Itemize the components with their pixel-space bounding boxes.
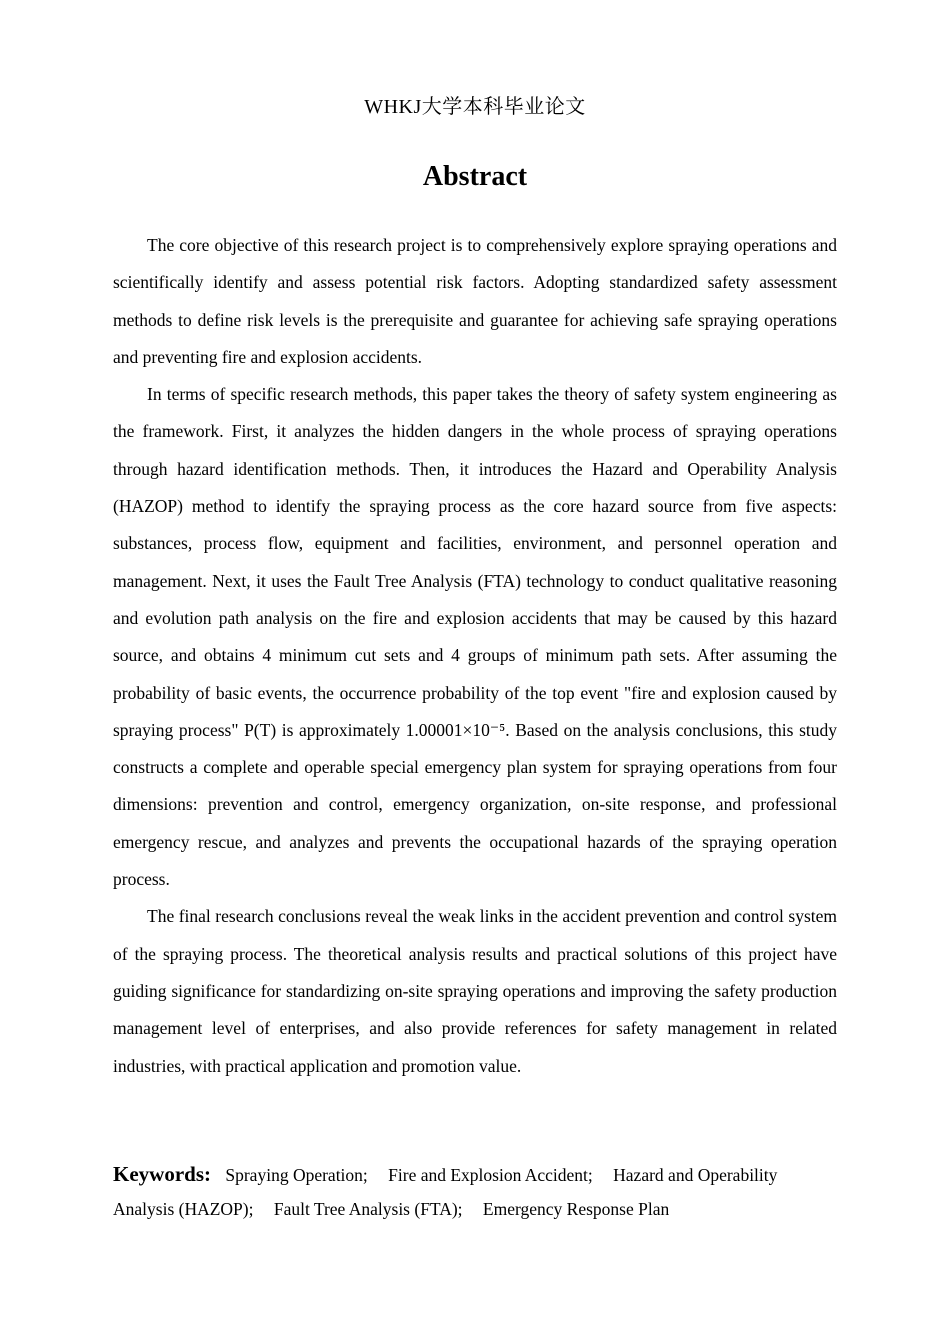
keyword-item: Fault Tree Analysis (FTA); (273, 1199, 463, 1219)
abstract-paragraph-2: In terms of specific research methods, this paper takes the theory of safety system engineering as the framework. First, it analyzes the hidden dangers in the whole process of spraying operations through hazard identification methods. Then, it introduces the Hazard and Operability Analysis (HAZOP) method to identify the spraying process as the core hazard source from five aspects: substances, process flow, equipment and facilities, environment, and personnel operation and management. Next, it uses the Fault Tree Analysis (FTA) technology to conduct qualitative reasoning and evolution path analysis on the fire and explosion accidents that may be caused by this hazard source, and obtains 4 minimum cut sets and 4 groups of minimum path sets. After assuming the probability of basic events, the occurrence probability of the top event "fire and explosion caused by spraying process" P(T) is approximately 1.00001×10⁻⁵. Based on the analysis conclusions, this study constructs a complete and operable special emergency plan system for spraying operations from four dimensions: prevention and control, emergency organization, on-site response, and professional emergency rescue, and analyzes and prevents the occupational hazards of the spraying operation process. (113, 384, 837, 890)
keywords-section (113, 1157, 837, 1226)
keyword-item: Spraying Operation; (225, 1165, 368, 1185)
abstract-paragraph-1: The core objective of this research project is to comprehensively explore spraying operations and scientifically identify and assess potential risk factors. Adopting standardized safety assessment methods to define risk levels is the prerequisite and guarantee for achieving safe spraying operations and preventing fire and explosion accidents. (113, 235, 837, 367)
keyword-item: Fire and Explosion Accident; (388, 1165, 593, 1185)
keywords-label: Keywords: (113, 1162, 211, 1186)
keyword-item: Hazard and Operability Analysis (HAZOP); (113, 1165, 778, 1219)
keyword-item: Emergency Response Plan (482, 1199, 670, 1219)
abstract-paragraph-3: The final research conclusions reveal the weak links in the accident prevention and control system of the spraying process. The theoretical analysis results and practical solutions of this project have guiding significance for standardizing on-site spraying operations and improving the safety production management level of enterprises, and also provide references for safety management in related industries, with practical application and promotion value. (113, 906, 837, 1076)
abstract-title: Abstract (422, 161, 528, 192)
abstract-body (113, 227, 837, 1085)
thesis-header: WHKJ大学本科毕业论文 (364, 96, 586, 118)
